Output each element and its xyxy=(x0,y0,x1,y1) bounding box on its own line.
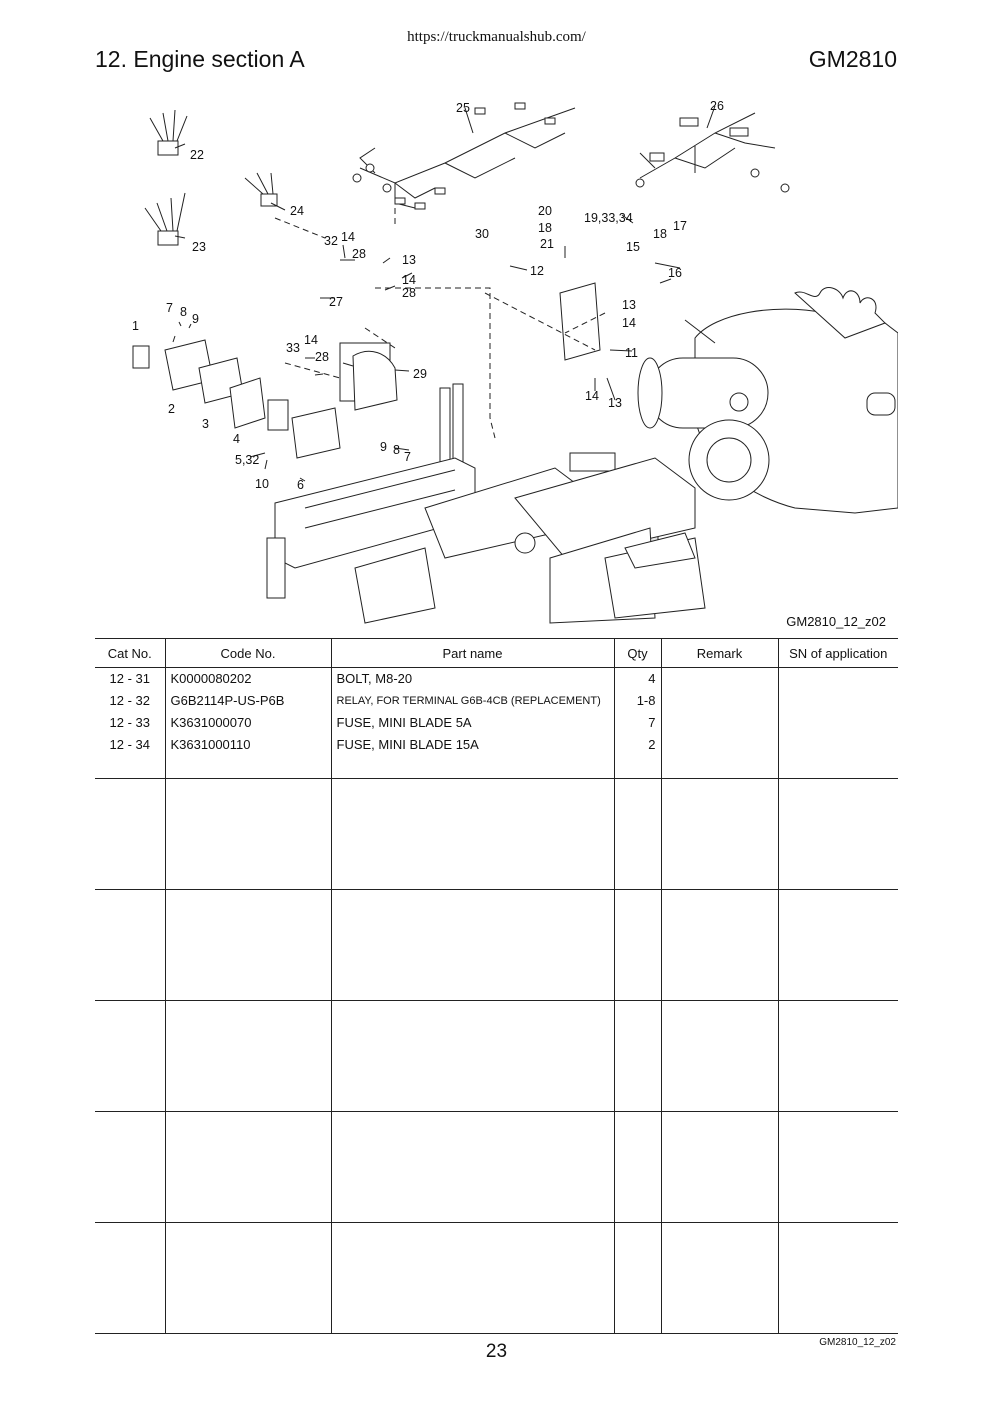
callout-12: 12 xyxy=(530,264,544,278)
callout-6: 6 xyxy=(297,478,304,492)
callout-14-b: 14 xyxy=(341,230,355,244)
callout-13-a: 13 xyxy=(402,253,416,267)
header-qty: Qty xyxy=(614,639,661,668)
callout-21: 21 xyxy=(540,237,554,251)
qty: 1-8 xyxy=(636,693,656,708)
callout-14-e: 14 xyxy=(585,389,599,403)
header-cat-no: Cat No. xyxy=(95,639,165,668)
callout-3: 3 xyxy=(202,417,209,431)
callout-28-a: 28 xyxy=(352,247,366,261)
wire-harness-illustrations xyxy=(353,103,789,209)
table-row-block-empty xyxy=(95,1001,898,1112)
cat-no: 12 - 33 xyxy=(109,715,150,730)
page-code: GM2810_12_z02 xyxy=(819,1337,896,1348)
code-no: K0000080202 xyxy=(170,671,252,686)
header-code-no: Code No. xyxy=(165,639,331,668)
qty: 2 xyxy=(648,737,656,752)
callout-2: 2 xyxy=(168,402,175,416)
table-row-block xyxy=(95,668,898,779)
callout-22: 22 xyxy=(190,148,204,162)
page-number: 23 xyxy=(485,1341,508,1362)
table-header-row xyxy=(95,639,898,668)
code-no: G6B2114P-US-P6B xyxy=(170,693,285,708)
callout-15: 15 xyxy=(626,240,640,254)
callout-18-a: 18 xyxy=(653,227,667,241)
table-row-block-empty xyxy=(95,1112,898,1223)
callout-18-b: 18 xyxy=(538,221,552,235)
figure-id: GM2810_12_z02 xyxy=(786,614,886,629)
qty: 7 xyxy=(648,715,656,730)
callout-numbers xyxy=(132,99,724,492)
callout-13-c: 13 xyxy=(608,396,622,410)
callout-16: 16 xyxy=(668,266,682,280)
callout-26: 26 xyxy=(710,99,724,113)
callout-14-d: 14 xyxy=(304,333,318,347)
callout-13-b: 13 xyxy=(622,298,636,312)
part-name-cell xyxy=(331,668,614,779)
callout-28-b: 28 xyxy=(402,286,416,300)
code-no: K3631000110 xyxy=(170,737,251,752)
callout-28-c: 28 xyxy=(315,350,329,364)
exploded-parts-diagram xyxy=(95,88,898,628)
section-title: 12. Engine section A xyxy=(95,46,305,72)
callout-23: 23 xyxy=(192,240,206,254)
header-sn-of-application: SN of application xyxy=(778,639,898,668)
callout-4: 4 xyxy=(233,432,240,446)
callout-14-c: 14 xyxy=(622,316,636,330)
part-name: FUSE, MINI BLADE 15A xyxy=(336,737,479,752)
part-name: BOLT, M8-20 xyxy=(336,671,413,686)
cat-no-cell xyxy=(95,668,165,779)
code-no: K3631000070 xyxy=(170,715,252,730)
part-name: RELAY, FOR TERMINAL G6B-4CB (REPLACEMENT) xyxy=(336,695,601,707)
relay-socket-illustrations xyxy=(145,110,277,245)
table-row-block-empty xyxy=(95,890,898,1001)
callout-1: 1 xyxy=(132,319,139,333)
cat-no: 12 - 34 xyxy=(109,737,150,752)
qty-cell xyxy=(614,668,661,779)
remark-cell xyxy=(661,668,778,779)
model-code: GM2810 xyxy=(808,46,897,72)
callout-10: 10 xyxy=(255,477,269,491)
callout-33: 33 xyxy=(286,341,300,355)
callout-14-a: 14 xyxy=(402,273,416,287)
table-row-block-empty xyxy=(95,779,898,890)
callout-25: 25 xyxy=(456,101,470,115)
code-no-cell xyxy=(165,668,331,779)
callout-11: 11 xyxy=(625,346,638,360)
callout-30: 30 xyxy=(475,227,489,241)
callout-8-mid: 8 xyxy=(393,443,400,457)
cat-no: 12 - 31 xyxy=(109,671,150,686)
frame-illustration xyxy=(267,458,705,623)
callout-5-32: 5,32 xyxy=(235,453,260,467)
cat-no: 12 - 32 xyxy=(109,693,150,708)
callout-8-left: 8 xyxy=(180,305,187,319)
callout-24: 24 xyxy=(290,204,304,218)
callout-29: 29 xyxy=(413,367,427,381)
sn-cell xyxy=(778,668,898,779)
table-row-block-empty xyxy=(95,1223,898,1334)
source-url: https://truckmanualshub.com/ xyxy=(407,29,586,45)
callout-20: 20 xyxy=(538,204,552,218)
callout-32: 32 xyxy=(324,234,338,248)
header-part-name: Part name xyxy=(331,639,614,668)
header-remark: Remark xyxy=(661,639,778,668)
callout-9-mid: 9 xyxy=(380,440,387,454)
callout-7-mid: 7 xyxy=(404,450,411,464)
callout-9-left: 9 xyxy=(192,312,199,326)
part-name: FUSE, MINI BLADE 5A xyxy=(336,715,472,730)
callout-19-33-34: 19,33,34 xyxy=(584,211,633,225)
callout-27: 27 xyxy=(329,295,343,309)
callout-7-left: 7 xyxy=(166,301,173,315)
qty: 4 xyxy=(648,671,656,686)
callout-17: 17 xyxy=(673,219,687,233)
parts-table xyxy=(95,638,898,1334)
